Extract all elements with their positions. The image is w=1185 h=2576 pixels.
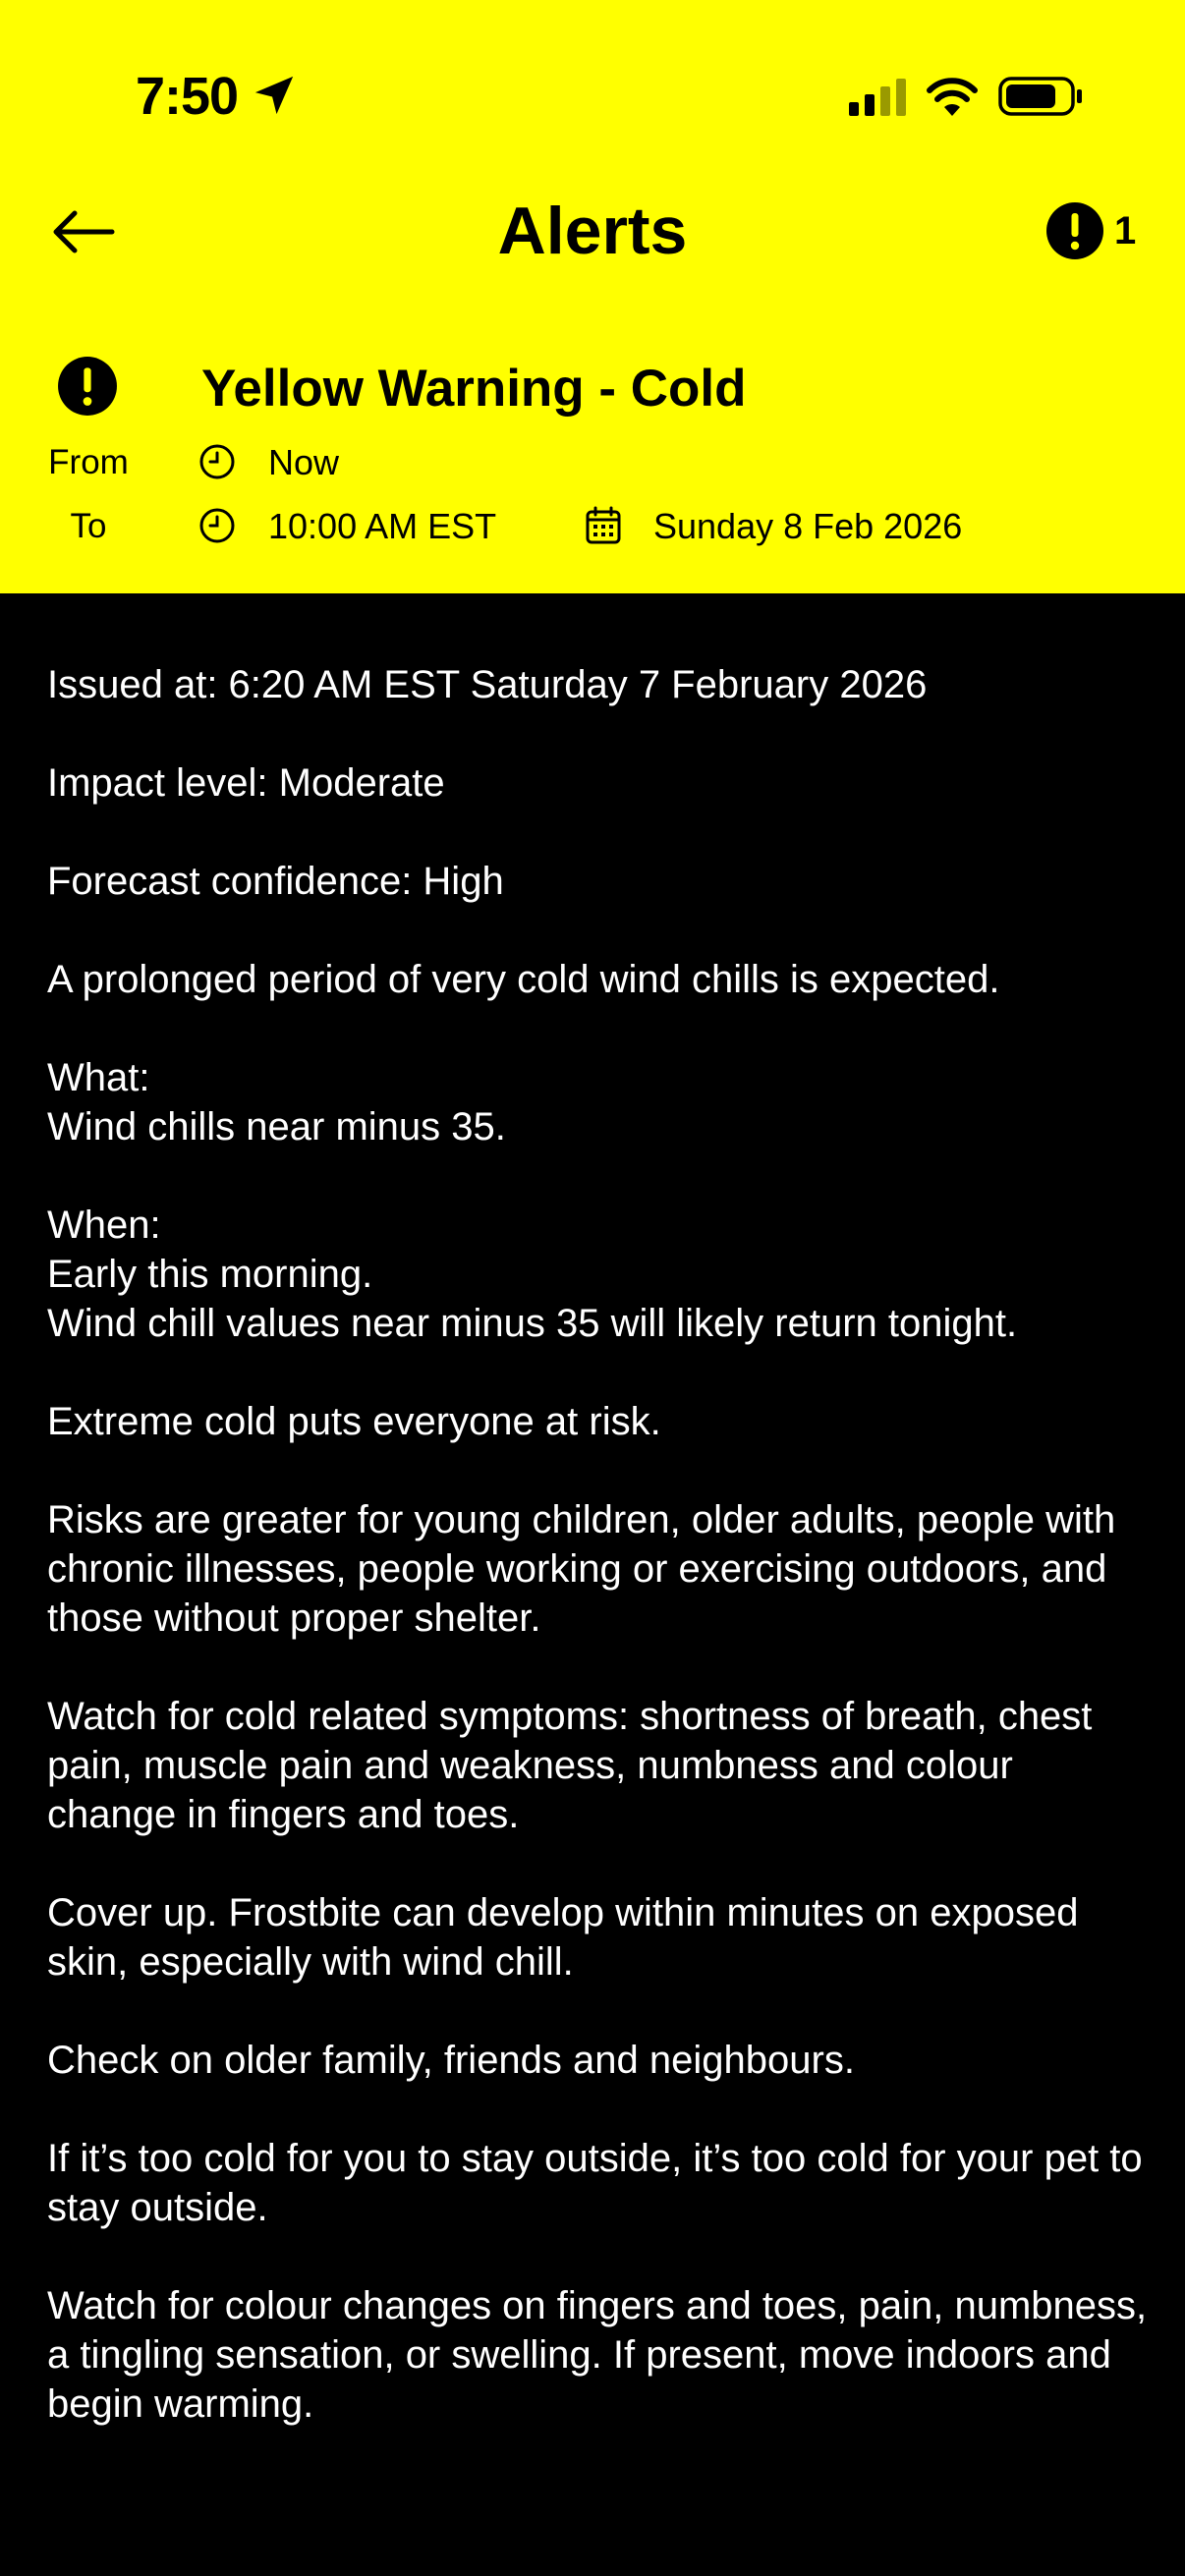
location-arrow-icon [252,73,297,118]
warning-icon [57,356,118,417]
clock-icon [198,443,236,480]
alert-header [0,0,1185,593]
from-time: Now [268,442,340,482]
detail-paragraph: Watch for cold related symptoms: shortness of breath, chest pain, muscle pain and weakness, numbness and colour change in fingers and toes. [47,1695,1093,1836]
detail-paragraph: Check on older family, friends and neighbours. [47,2039,855,2082]
detail-paragraph: Impact level: Moderate [47,761,445,805]
clock-icon [198,507,236,544]
detail-paragraph: Issued at: 6:20 AM EST Saturday 7 February 2026 [47,663,928,706]
detail-paragraph: Forecast confidence: High [47,860,504,903]
detail-paragraph: Cover up. Frostbite can develop within minutes on exposed skin, especially with wind chill. [47,1891,1079,1984]
detail-paragraph: Watch for colour changes on fingers and toes, pain, numbness, a tingling sensation, or swelling. If present, move indoors and begin warming. [47,2284,1148,2426]
to-date: Sunday 8 Feb 2026 [653,506,963,546]
calendar-icon [585,506,622,545]
exclamation-icon [1045,201,1104,260]
alert-count: 1 [1114,208,1137,252]
detail-paragraph: Extreme cold puts everyone at risk. [47,1400,661,1443]
status-time: 7:50 [136,67,239,126]
to-label: To [70,507,107,545]
page-title: Alerts [497,194,688,268]
cellular-signal-icon [849,79,908,116]
battery-icon [998,75,1083,118]
wifi-icon [926,77,979,116]
detail-paragraph: A prolonged period of very cold wind chills is expected. [47,958,1000,1001]
detail-paragraph: Risks are greater for young children, older adults, people with chronic illnesses, people working or exercising outdoors, and those without proper shelter. [47,1498,1116,1640]
alert-details-text [47,660,1148,2429]
warning-title: Yellow Warning - Cold [201,360,747,418]
detail-paragraph: If it’s too cold for you to stay outside, it’s too cold for your pet to stay outside. [47,2137,1143,2229]
detail-paragraph: When: Early this morning. Wind chill values near minus 35 will likely return tonight. [47,1204,1018,1345]
from-label: From [48,443,129,481]
detail-paragraph: What: Wind chills near minus 35. [47,1056,506,1148]
to-time: 10:00 AM EST [268,506,497,546]
alert-count-button[interactable] [1045,196,1136,265]
